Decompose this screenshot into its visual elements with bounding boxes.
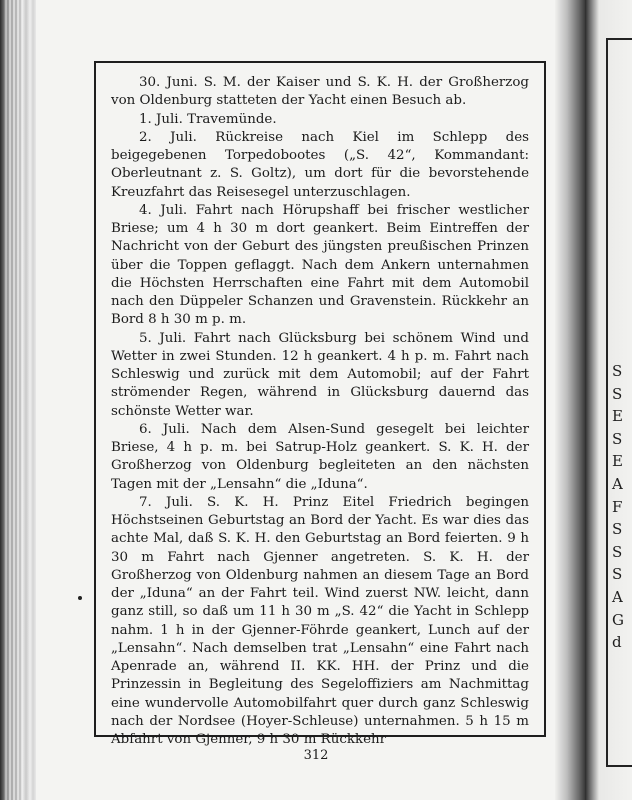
right-glyph: S [612, 384, 623, 403]
right-glyph: S [612, 565, 623, 584]
entry-paragraph: 1. Juli. Travemünde. [139, 111, 277, 127]
right-glyph: G [612, 610, 624, 629]
right-glyph: A [612, 587, 623, 606]
entry-paragraph: 2. Juli. Rückreise nach Kiel im Schlepp des beigegebenen Torpedobootes („S. 42“, Kommandant: Oberleutnant z. S. Goltz), um dort für die bevorstehende Kreuzfahrt das Reisesegel unterzuschlagen. [111, 129, 529, 200]
right-glyph: E [612, 452, 623, 471]
right-glyph: S [612, 542, 623, 561]
entry-paragraph: 7. Juli. S. K. H. Prinz Eitel Friedrich begingen Höchstseinen Geburtstag an Bord der Yacht. Es war dies das achte Mal, daß S. K. H. den Geburtstag an Bord feierten. 9 h 30 m Fahrt nach Gjenner angetreten. S. K. H. der Großherzog von Oldenburg nahmen an diesem Tage an Bord der „Iduna“ an der Fahrt teil. Wind zuerst NW. leicht, dann ganz still, so daß um 11 h 30 m „S. 42“ die Yacht in Schlepp nahm. 1 h in der Gjenner-Föhrde geankert, Lunch auf der „Lensahn“. Nach demselben trat „Lensahn“ eine Fahrt nach Apenrade an, während II. KK. HH. der Prinz und die Prinzessin in Begleitung des Segeloffiziers am Nachmittag eine wundervolle Automobilfahrt quer durch ganz Schleswig nach der Nordsee (Hoyer-Schleuse) unternahmen. 5 h 15 m Abfahrt von Gjenner, 9 h 30 m Rückkehr [111, 494, 529, 747]
right-glyph: S [612, 520, 623, 539]
right-page-glyphs [612, 360, 632, 654]
page-text [111, 74, 529, 749]
right-glyph: d [612, 633, 622, 652]
entry-paragraph: 5. Juli. Fahrt nach Glücksburg bei schönem Wind und Wetter in zwei Stunden. 12 h geankert. 4 h p. m. Fahrt nach Schleswig und zurück mit dem Automobil; auf der Fahrt strömender Regen, während in Glücksburg dauernd das schönste Wetter war. [111, 330, 529, 419]
right-glyph: S [612, 429, 623, 448]
right-glyph: S [612, 362, 623, 380]
entry-paragraph: 4. Juli. Fahrt nach Hörupshaff bei frischer westlicher Briese; um 4 h 30 m dort geankert. Beim Eintreffen der Nachricht von der Geburt des jüngsten preußischen Prinzen über die Toppen geflaggt. Nach dem Ankern unternahmen die Höchsten Herrschaften eine Fahrt mit dem Automobil nach den Düppeler Schanzen und Gravenstein. Rückkehr an Bord 8 h 30 m p. m. [111, 202, 529, 328]
book-left-edge [0, 0, 36, 800]
book-gutter [555, 0, 585, 800]
entry-paragraph: 30. Juni. S. M. der Kaiser und S. K. H. der Großherzog von Oldenburg statteten der Yacht einen Besuch ab. [111, 75, 529, 109]
page-number: 312 [303, 748, 329, 763]
right-glyph: F [612, 497, 623, 516]
ink-dot [78, 596, 82, 600]
right-glyph: A [612, 474, 623, 493]
right-glyph: E [612, 407, 623, 426]
entry-paragraph: 6. Juli. Nach dem Alsen-Sund gesegelt bei leichter Briese, 4 h p. m. bei Satrup-Holz geankert. S. K. H. der Großherzog von Oldenburg begleiteten an den nächsten Tagen mit der „Lensahn“ die „Iduna“. [111, 421, 529, 492]
